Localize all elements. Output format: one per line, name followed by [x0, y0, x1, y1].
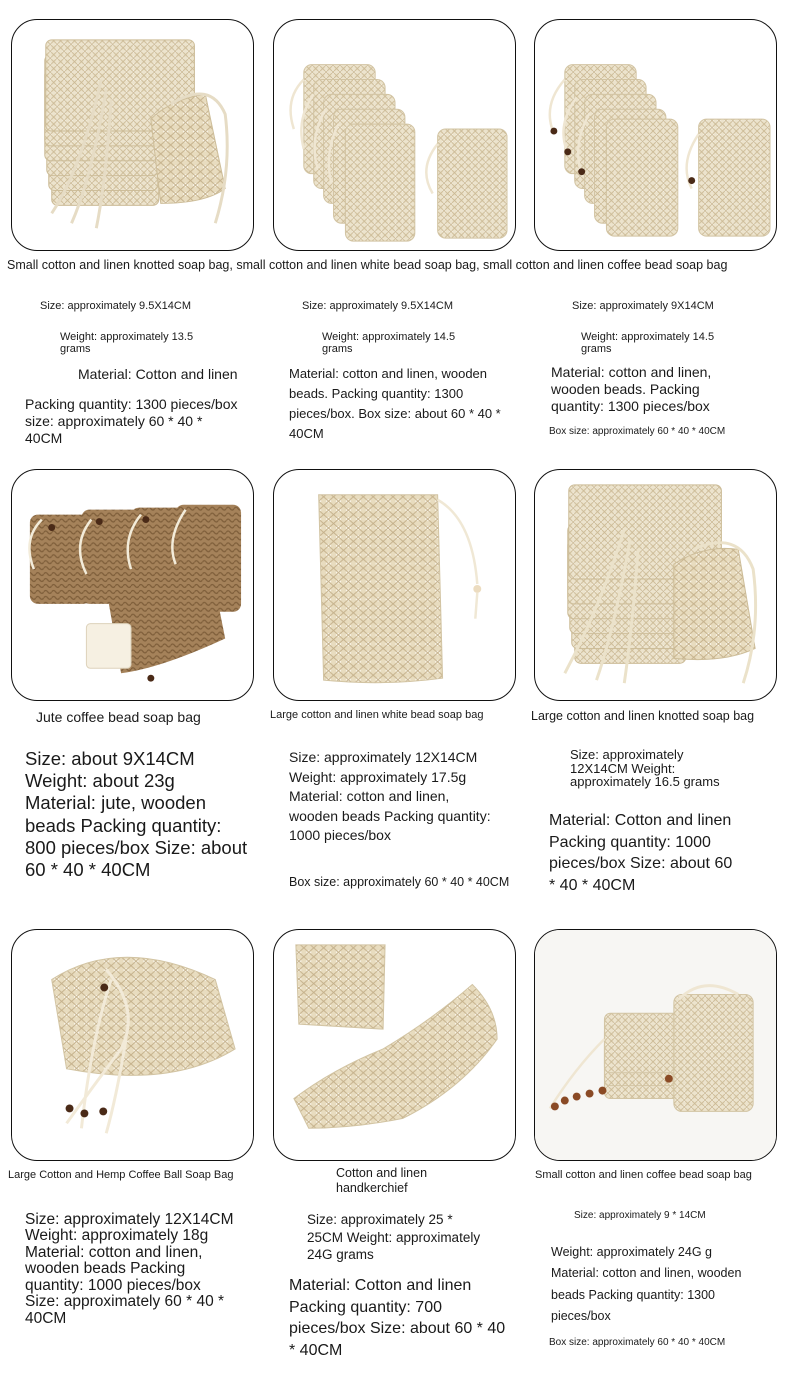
knotted-soap-bag-stack-image [11, 19, 254, 251]
box-size-text: Box size: approximately 60 * 40 * 40CM [549, 426, 726, 437]
weight-text: Weight: approximately 14.5 grams [322, 331, 456, 355]
large-knotted-size-weight: Size: approximately 12X14CM Weight: approximately 16.5 grams [570, 747, 720, 790]
material-text: Material: cotton and linen, wooden beads. Packing quantity: 1300 pieces/box. Box size: about 60 * 40 * 40CM [289, 366, 501, 442]
weight-text: Weight: approximately 14.5 grams [581, 331, 715, 355]
jute-soap-bag-image [11, 469, 254, 701]
large-white-details: Size: approximately 12X14CM Weight: approximately 17.5g Material: cotton and linen, wooden beads Packing quantity: 1000 pieces/box [289, 749, 491, 844]
row1-caption: Small cotton and linen knotted soap bag, small cotton and linen white bead soap bag, small cotton and linen coffee bead soap bag [7, 258, 728, 272]
large-white-bead-soap-bag-image [273, 469, 516, 701]
box-size-text: Box size: approximately 60 * 40 * 40CM [549, 1337, 726, 1348]
coffee-ball-details: Size: approximately 12X14CM Weight: approximately 18g Material: cotton and linen, wooden beads Packing quantity: 1000 pieces/box Size: approximately 60 * 40 * 40CM [25, 1211, 234, 1327]
packing-text: Packing quantity: 1300 pieces/box size: approximately 60 * 40 * 40CM [25, 396, 238, 446]
large-knotted-details: Material: Cotton and linen Packing quantity: 1000 pieces/box Size: about 60 * 40 * 40CM [549, 812, 733, 894]
box-size-text: Box size: approximately 60 * 40 * 40CM [289, 875, 510, 889]
large-white-caption: Large cotton and linen white bead soap bag [270, 709, 484, 721]
jute-caption: Jute coffee bead soap bag [36, 709, 201, 725]
size-text: Size: approximately 9X14CM [572, 300, 714, 312]
handkerchief-caption: Cotton and linen handkerchief [336, 1166, 428, 1195]
small-coffee-details: Weight: approximately 24G g Material: cotton and linen, wooden beads Packing quantity: 1300 pieces/box [551, 1245, 742, 1323]
weight-text: Weight: approximately 13.5 grams [60, 331, 194, 355]
coffee-bead-soap-bag-row-image [534, 19, 777, 251]
material-text: Material: cotton and linen, wooden beads. Packing quantity: 1300 pieces/box [551, 364, 712, 414]
linen-handkerchief-image [273, 929, 516, 1161]
size-text: Size: approximately 9.5X14CM [40, 300, 192, 312]
white-bead-soap-bag-row-image [273, 19, 516, 251]
small-coffee-size: Size: approximately 9 * 14CM [574, 1210, 706, 1221]
size-text: Size: approximately 9.5X14CM [302, 300, 454, 312]
large-knotted-caption: Large cotton and linen knotted soap bag [531, 709, 755, 723]
handkerchief-details: Material: Cotton and linen Packing quantity: 700 pieces/box Size: about 60 * 40 * 40CM [289, 1277, 506, 1359]
coffee-ball-soap-bag-image [11, 929, 254, 1161]
jute-details: Size: about 9X14CM Weight: about 23g Material: jute, wooden beads Packing quantity: 800 pieces/box Size: about 60 * 40 * 40CM [25, 748, 248, 880]
small-coffee-bead-soap-bag-image [534, 929, 777, 1161]
coffee-ball-caption: Large Cotton and Hemp Coffee Ball Soap Bag [8, 1169, 234, 1181]
large-knotted-soap-bag-stack-image [534, 469, 777, 701]
handkerchief-size-weight: Size: approximately 25 * 25CM Weight: approximately 24G grams [307, 1212, 481, 1263]
small-coffee-caption: Small cotton and linen coffee bead soap bag [535, 1169, 752, 1181]
material-text: Material: Cotton and linen [78, 366, 238, 382]
